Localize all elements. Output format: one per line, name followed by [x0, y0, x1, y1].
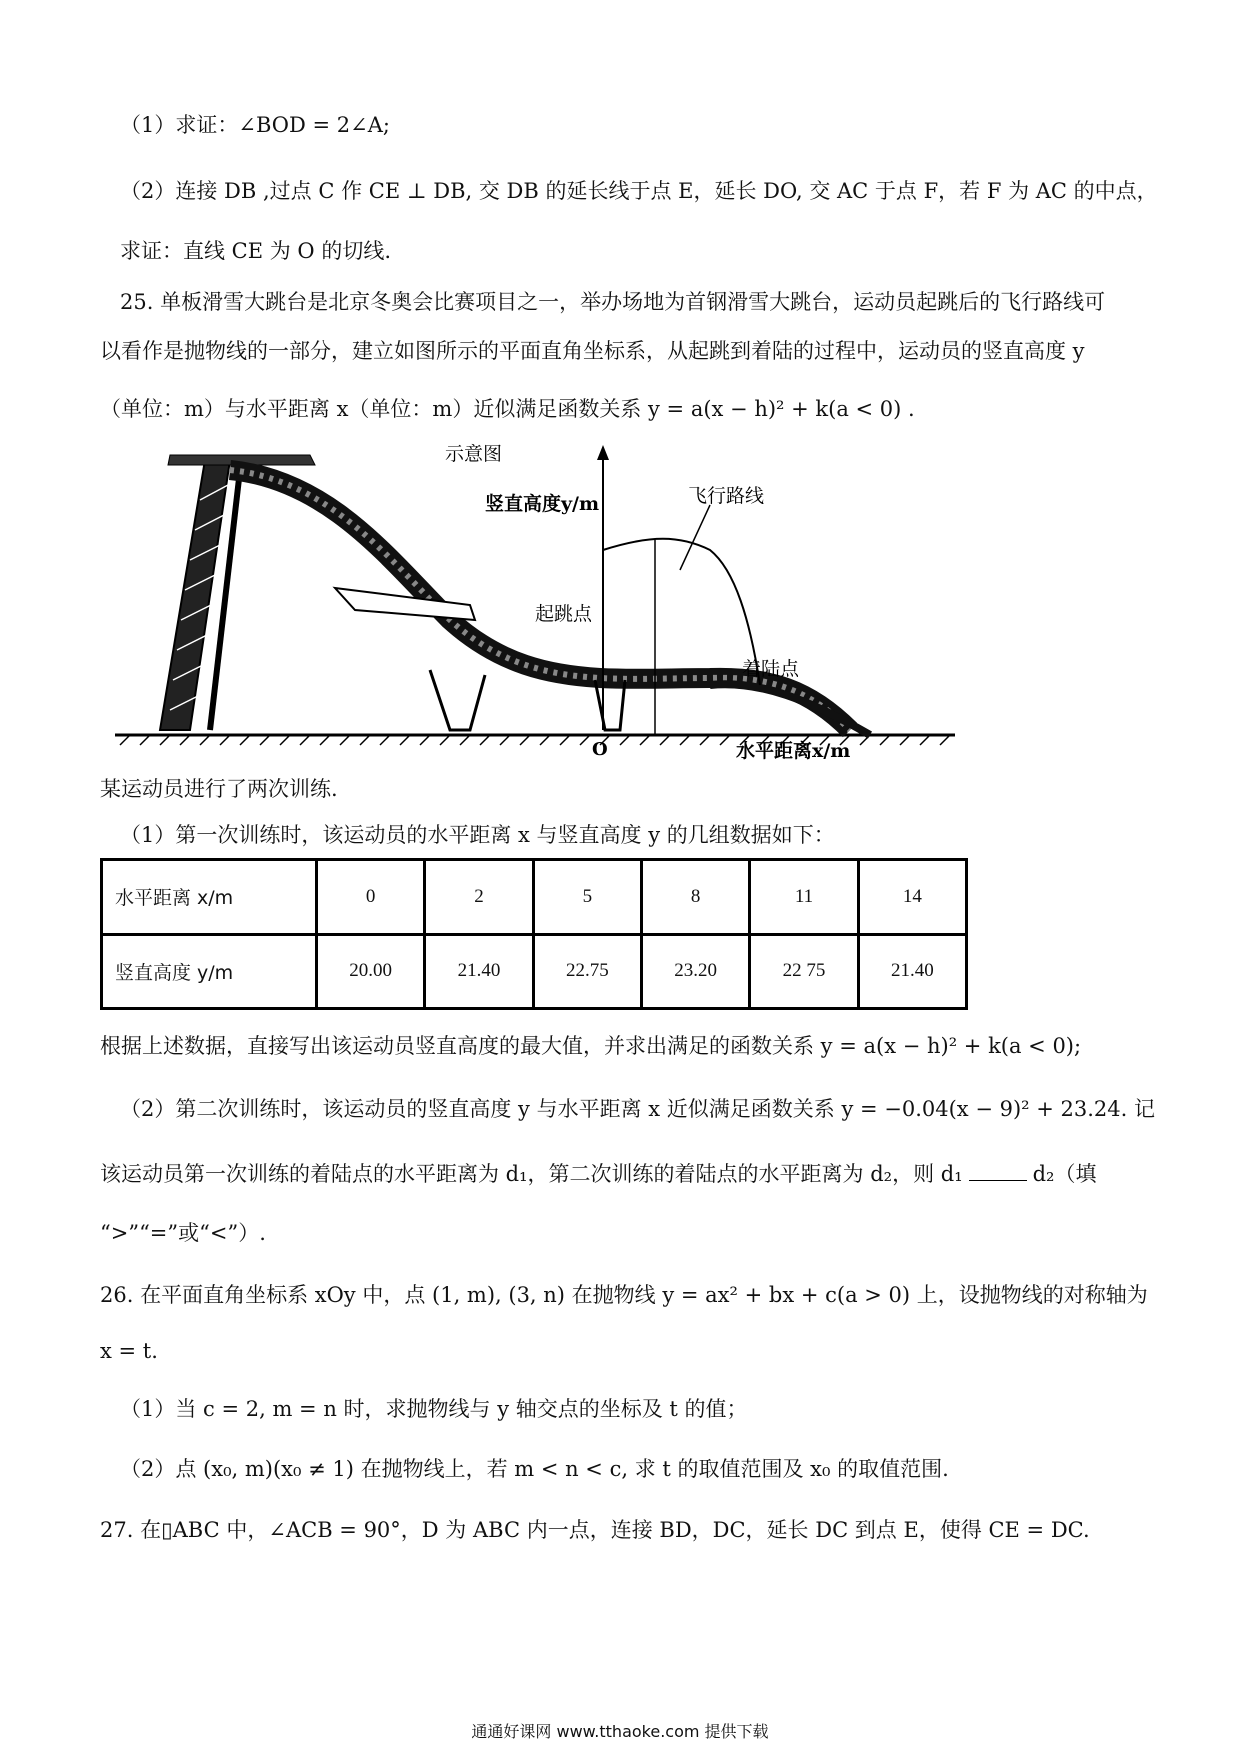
- p25-q2-line2: [100, 1161, 1096, 1188]
- p26-line1: 26. 在平面直角坐标系 xOy 中，点 (1, m), (3, n) 在抛物线 y = ax² + bx + c(a > 0) 上，设抛物线的对称轴为: [100, 1283, 1148, 1307]
- y-axis-label: 竖直高度y/m: [485, 493, 600, 515]
- table-row: [102, 860, 967, 935]
- table-cell: 11: [750, 860, 858, 935]
- table-cell: 20.00: [317, 934, 425, 1009]
- p25-q2-line1: （2）第二次训练时，该运动员的竖直高度 y 与水平距离 x 近似满足函数关系 y = −0.04(x − 9)² + 23.24. 记: [120, 1097, 1155, 1121]
- p26-q2: （2）点 (x₀, m)(x₀ ≠ 1) 在抛物线上，若 m < n < c, 求 t 的取值范围及 x₀ 的取值范围.: [120, 1457, 949, 1481]
- data-table: [100, 858, 968, 1010]
- p25-q1-intro: （1）第一次训练时，该运动员的水平距离 x 与竖直高度 y 的几组数据如下：: [120, 823, 835, 847]
- ski-jump-figure: [110, 440, 970, 760]
- figure-caption: 示意图: [445, 443, 503, 465]
- table-cell: 22.75: [533, 934, 641, 1009]
- p26-q1: （1）当 c = 2, m = n 时，求抛物线与 y 轴交点的坐标及 t 的值；: [120, 1397, 748, 1421]
- answer-blank[interactable]: [969, 1162, 1027, 1181]
- p25-line2: 以看作是抛物线的一部分，建立如图所示的平面直角坐标系，从起跳到着陆的过程中，运动员的竖直高度 y: [100, 339, 1085, 363]
- table-row-head: 水平距离 x/m: [102, 860, 317, 935]
- p26-line2: x = t.: [100, 1339, 158, 1363]
- takeoff-label: 起跳点: [535, 603, 593, 625]
- x-axis-label: 水平距离x/m: [736, 740, 851, 760]
- table-cell: 14: [858, 860, 966, 935]
- p25-after-figure: 某运动员进行了两次训练.: [100, 777, 338, 801]
- p25-q2-line2a: 该运动员第一次训练的着陆点的水平距离为 d₁，第二次训练的着陆点的水平距离为 d₂，则 d₁: [100, 1162, 963, 1186]
- p24-part2: （2）连接 DB ,过点 C 作 CE ⊥ DB, 交 DB 的延长线于点 E，延长 DO, 交 AC 于点 F，若 F 为 AC 的中点，: [120, 179, 1158, 203]
- footer: 通通好课网 www.tthaoke.com 提供下载: [471, 1722, 769, 1741]
- p24-part1: （1）求证：∠BOD = 2∠A;: [120, 113, 390, 137]
- table-row: [102, 934, 967, 1009]
- p25-q2-line2b: d₂（填: [1032, 1162, 1097, 1186]
- table-cell: 5: [533, 860, 641, 935]
- table-cell: 22 75: [750, 934, 858, 1009]
- table-cell: 21.40: [425, 934, 533, 1009]
- flight-path-label: 飞行路线: [688, 485, 765, 507]
- p25-q2-line3: “>”“=”或“<”）.: [100, 1221, 266, 1245]
- table-cell: 8: [641, 860, 749, 935]
- landing-label: 着陆点: [742, 658, 800, 680]
- table-cell: 2: [425, 860, 533, 935]
- table-cell: 21.40: [858, 934, 966, 1009]
- p25-line3: （单位：m）与水平距离 x（单位：m）近似满足函数关系 y = a(x − h)² + k(a < 0) .: [100, 397, 915, 421]
- p25-q1-task: 根据上述数据，直接写出该运动员竖直高度的最大值，并求出满足的函数关系 y = a(x − h)² + k(a < 0);: [100, 1034, 1082, 1058]
- table-row-head: 竖直高度 y/m: [102, 934, 317, 1009]
- p24-part2b: 求证：直线 CE 为 O 的切线.: [120, 239, 391, 263]
- p25-line1: 25. 单板滑雪大跳台是北京冬奥会比赛项目之一，举办场地为首钢滑雪大跳台，运动员起跳后的飞行路线可: [120, 290, 1106, 314]
- table-cell: 0: [317, 860, 425, 935]
- origin-label: O: [592, 739, 608, 760]
- table-cell: 23.20: [641, 934, 749, 1009]
- p27-line1: 27. 在▯ABC 中，∠ACB = 90°，D 为 ABC 内一点，连接 BD，DC，延长 DC 到点 E，使得 CE = DC.: [100, 1518, 1090, 1542]
